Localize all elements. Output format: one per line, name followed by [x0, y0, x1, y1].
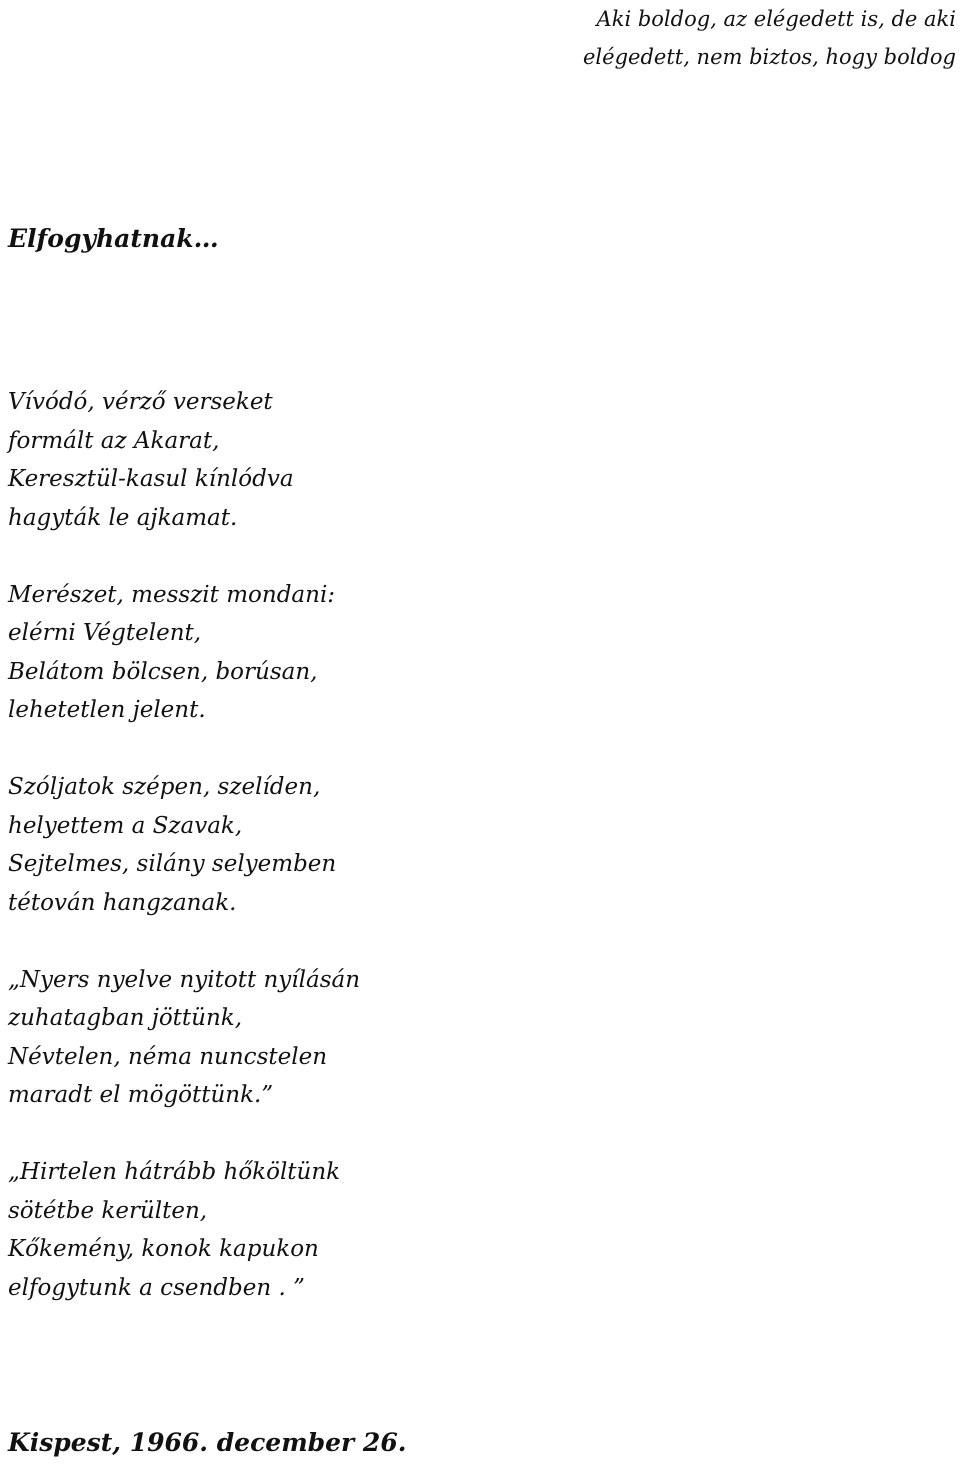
signature-date: Kispest, 1966. december 26. [8, 1428, 407, 1457]
poem-line: sötétbe kerülten, [8, 1197, 208, 1224]
poem-body [8, 383, 360, 1346]
poem-line: Kőkemény, konok kapukon [8, 1236, 319, 1262]
poem-line: Névtelen, néma nuncstelen [8, 1043, 328, 1070]
poem-line: Szóljatok szépen, szelíden, [8, 774, 321, 800]
poem-line: Sejtelmes, silány selyemben [8, 851, 337, 877]
stanza-4 [8, 961, 360, 1115]
stanza-1 [8, 383, 360, 537]
poem-line: „Nyers nyelve nyitott nyílásán [8, 966, 361, 993]
poem-line: maradt el mögöttünk.” [8, 1082, 274, 1108]
poem-line: Merészet, messzit mondani: [8, 581, 336, 608]
stanza-2 [8, 576, 360, 730]
stanza-5 [8, 1153, 360, 1307]
poem-line: „Hirtelen hátrább hőköltünk [8, 1159, 341, 1185]
epigraph-line: Aki boldog, az elégedett is, de aki [596, 7, 956, 31]
poem-line: lehetetlen jelent. [8, 697, 206, 723]
epigraph-line: elégedett, nem biztos, hogy boldog [583, 45, 956, 69]
poem-line: elérni Végtelent, [8, 620, 202, 646]
stanza-3 [8, 768, 360, 922]
epigraph [583, 0, 956, 76]
poem-line: Belátom bölcsen, borúsan, [8, 658, 318, 685]
poem-line: Keresztül-kasul kínlódva [8, 466, 294, 492]
poem-line: helyettem a Szavak, [8, 812, 243, 839]
poem-line: zuhatagban jöttünk, [8, 1005, 243, 1031]
poem-line: hagyták le ajkamat. [8, 504, 238, 531]
poem-line: Vívódó, vérző verseket [8, 389, 273, 415]
poem-line: tétován hangzanak. [8, 889, 237, 916]
poem-line: formált az Akarat, [8, 427, 220, 454]
poem-line: elfogytunk a csendben . ” [8, 1274, 305, 1301]
poem-title: Elfogyhatnak… [8, 224, 219, 253]
